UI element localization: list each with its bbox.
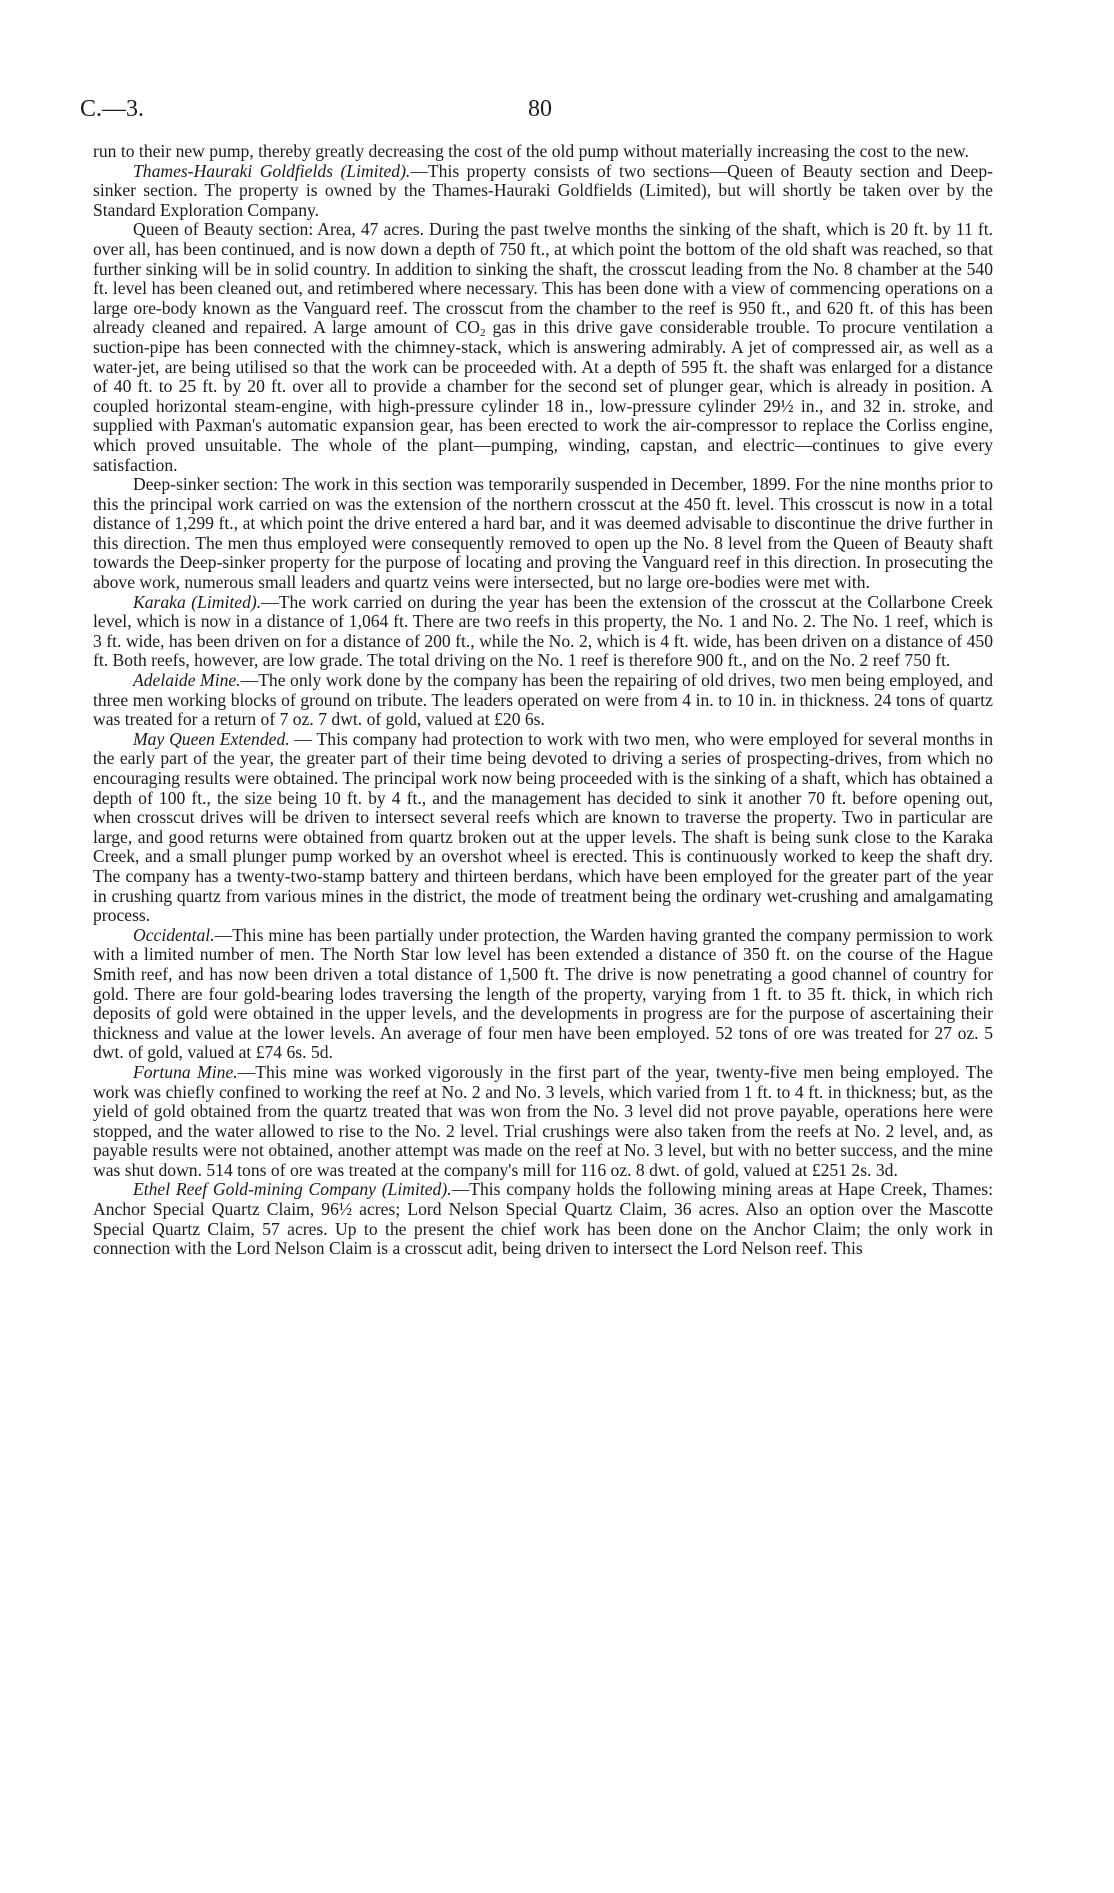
paragraph-text: — This company had protection to work with two men, who were employed for several months in the early part of the year, the greater part of their time being devoted to driving a series of prospecting-drives, from which no encouraging results were obtained. The principal work now being proceeded with is the sinking of a shaft, which has obtained a depth of 100 ft., the size being 10 ft. by 4 ft., and the management has decided to sink it another 70 ft. before opening out, when crosscut drives will be driven to intersect several reefs which are known to traverse the property. Two in particular are large, and good returns were obtained from quartz broken out at the upper levels. The shaft is being sunk close to the Karaka Creek, and a small plunger pump worked by an overshot wheel is erected. This is continuously worked to keep the shaft dry. The company has a twenty-two-stamp battery and thirteen berdans, which have been employed for the greater part of the year in crushing quartz from various mines in the district, the mode of treatment being the ordinary wet-crushing and amalgamating process.: [93, 728, 993, 926]
paragraph-text: —The work carried on during the year has been the extension of the crosscut at the Collarbone Creek level, which is now in a distance of 1,064 ft. There are two reefs in this property, the No. 1 and No. 2. The No. 1 reef, which is 3 ft. wide, has been driven on for a distance of 200 ft., while the No. 2, which is 4 ft. wide, has been driven on a distance of 450 ft. Both reefs, however, are low grade. The total driving on the No. 1 reef is therefore 900 ft., and on the No. 2 reef 750 ft.: [93, 591, 993, 671]
page-header: [80, 94, 1000, 124]
paragraph-karaka: [93, 593, 993, 671]
subscript: 2: [479, 327, 486, 340]
paragraph-text: —This property consists of two sections—Queen of Beauty section and Deep-sinker section. The property is owned by the Thames-Hauraki Goldfields (Limited), but will shortly be taken over by the Standard Exploration Company.: [93, 160, 993, 220]
paragraph-occidental: [93, 926, 993, 1063]
paragraph-deep-sinker: [93, 475, 993, 593]
paragraph-continuation: [93, 142, 993, 162]
paragraph-heading: Karaka (Limited).: [133, 591, 262, 612]
document-reference: C.—3.: [80, 96, 145, 122]
paragraph-text: Queen of Beauty section: Area, 47 acres. During the past twelve months the sinking of the shaft, which is 20 ft. by 11 ft. over all, has been continued, and is now down a depth of 750 ft., at which point the bottom of the old shaft was reached, so that further sinking will be in solid country. In addition to sinking the shaft, the crosscut leading from the No. 8 chamber at the 540 ft. level has been cleaned out, and retimbered where necessary. This has been done with a view of commencing operations on a large ore-body known as the Vanguard reef. The crosscut from the chamber to the reef is 950 ft., and 620 ft. of this has been already cleaned and repaired. A large amount of CO: [93, 219, 993, 338]
paragraph-heading: Ethel Reef Gold-mining Company (Limited).: [133, 1179, 452, 1200]
paragraph-text: —The only work done by the company has been the repairing of old drives, two men being employed, and three men working blocks of ground on tribute. The leaders operated on were from 4 in. to 10 in. in thickness. 24 tons of quartz was treated for a return of 7 oz. 7 dwt. of gold, valued at £20 6s.: [93, 670, 993, 730]
paragraph-heading: Occidental.: [133, 924, 215, 945]
paragraph-thames-hauraki: [93, 162, 993, 221]
paragraph-queen-of-beauty: [93, 220, 993, 475]
paragraph-heading: Fortuna Mine.: [133, 1061, 238, 1082]
paragraph-text: —This mine has been partially under protection, the Warden having granted the company permission to work with a limited number of men. The North Star low level has been extended a distance of 350 ft. on the course of the Hague Smith reef, and has now been driven a total distance of 1,500 ft. The drive is now penetrating a good channel of country for gold. There are four gold-bearing lodes traversing the length of the property, varying from 1 ft. to 35 ft. thick, in which rich deposits of gold were obtained in the upper levels, and the developments in progress are for the purpose of ascertaining their thickness and value at the lower levels. An average of four men have been employed. 52 tons of ore was treated for 27 oz. 5 dwt. of gold, valued at £74 6s. 5d.: [93, 924, 993, 1063]
paragraph-fortuna: [93, 1063, 993, 1181]
paragraph-text: —This company holds the following mining areas at Hape Creek, Thames: Anchor Special Quartz Claim, 96½ acres; Lord Nelson Special Quartz Claim, 36 acres. Also an option over the Mascotte Special Quartz Claim, 57 acres. Up to the present the chief work has been done on the Anchor Claim; the only work in connection with the Lord Nelson Claim is a crosscut adit, being driven to intersect the Lord Nelson reef. This: [93, 1179, 993, 1259]
paragraph-adelaide: [93, 671, 993, 730]
paragraph-text: gas in this drive gave considerable trouble. To procure ventilation a suction-pipe has been connected with the chimney-stack, which is answering admirably. A jet of compressed air, as well as a water-jet, are being utilised so that the work can be proceeded with. At a depth of 595 ft. the shaft was enlarged for a distance of 40 ft. to 25 ft. by 20 ft. over all to provide a chamber for the second set of plunger gear, which is already in position. A coupled horizontal steam-engine, with high-pressure cylinder 18 in., low-pressure cylinder 29½ in., and 32 in. stroke, and supplied with Paxman's automatic expansion gear, has been erected to work the air-compressor to replace the Corliss engine, which proved unsuitable. The whole of the plant—pumping, winding, capstan, and electric—continues to give every satisfaction.: [93, 317, 994, 475]
paragraph-heading: May Queen Extended.: [133, 728, 290, 749]
paragraph-may-queen: [93, 730, 993, 926]
paragraph-text: Deep-sinker section: The work in this section was temporarily suspended in December, 1899. For the nine months prior to this the principal work carried on was the extension of the northern crosscut at the 450 ft. level. This crosscut is now in a total distance of 1,299 ft., at which point the drive entered a hard bar, and it was deemed advisable to discontinue the drive further in this direction. The men thus employed were consequently removed to open up the No. 8 level from the Queen of Beauty shaft towards the Deep-sinker property for the purpose of locating and proving the Vanguard reef in this direction. In prosecuting the above work, numerous small leaders and quartz veins were intersected, but no large ore-bodies were met with.: [93, 474, 993, 593]
paragraph-text: run to their new pump, thereby greatly decreasing the cost of the old pump without materially increasing the cost to the new.: [93, 141, 969, 161]
paragraph-heading: Thames-Hauraki Goldfields (Limited).: [133, 160, 411, 181]
page-number: 80: [528, 96, 552, 122]
paragraph-ethel-reef: [93, 1180, 993, 1258]
body-text: [93, 142, 993, 1259]
paragraph-heading: Adelaide Mine.: [133, 670, 241, 691]
paragraph-text: —This mine was worked vigorously in the first part of the year, twenty-five men being employed. The work was chiefly confined to working the reef at No. 2 and No. 3 levels, which varied from 1 ft. to 4 ft. in thickness; but, as the yield of gold obtained from the quartz treated that was won from the No. 3 level did not prove payable, operations here were stopped, and the water allowed to rise to the No. 2 level. Trial crushings were also taken from the reefs at No. 2 level, and, as payable results were not obtained, another attempt was made on the reef at No. 3 level, but with no better success, and the mine was shut down. 514 tons of ore was treated at the company's mill for 116 oz. 8 dwt. of gold, valued at £251 2s. 3d.: [93, 1061, 993, 1180]
